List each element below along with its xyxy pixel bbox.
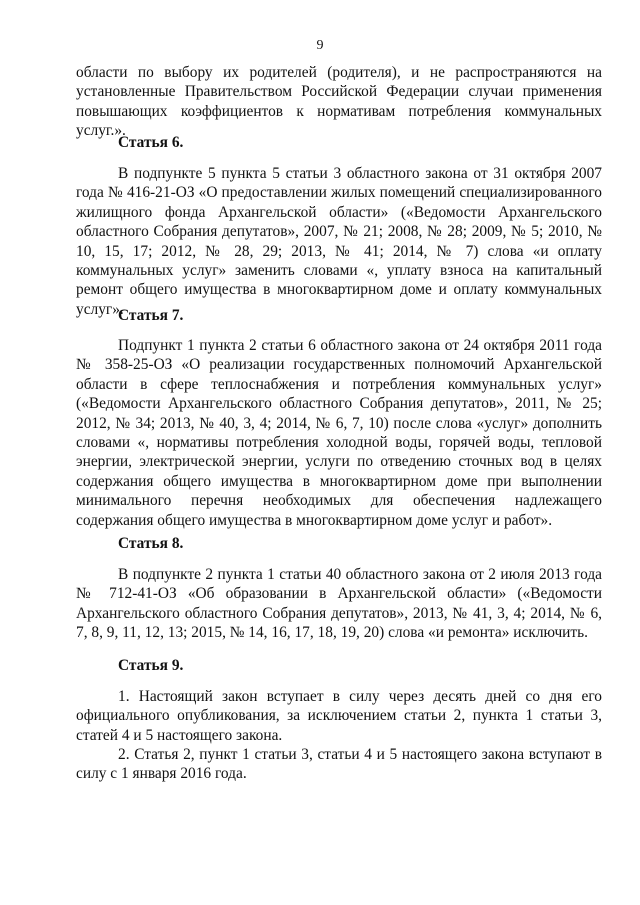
article-6-heading: Статья 6. <box>118 134 184 151</box>
article-9-paragraph-2: 2. Статья 2, пункт 1 статьи 3, статьи 4 и 5 настоящего закона вступают в силу с 1 января 2016 года. <box>76 746 602 783</box>
article-7-heading: Статья 7. <box>118 307 184 324</box>
page-number: 9 <box>316 38 324 53</box>
article-6-paragraph: В подпункте 5 пункта 5 статьи 3 областного закона от 31 октября 2007 года № 416-21-ОЗ «О предоставлении жилых помещений специализированного жилищного фонда Архангельской области» («Ведомости Архангельского областного Собрания депутатов», 2007, № 21; 2008, № 28; 2009, № 5; 2010, № 10, 15, 17; 2012, № 28, 29; 2013, № 41; 2014, № 7) слова «и оплату коммунальных услуг» заменить словами «, уплату взноса на капитальный ремонт общего имущества в многоквартирном доме и оплату коммунальных услуг». <box>76 165 602 318</box>
article-9-heading: Статья 9. <box>118 657 184 674</box>
article-9-paragraph-1: 1. Настоящий закон вступает в силу через десять дней со дня его официального опубликования, за исключением статьи 2, пункта 1 статьи 3, статей 4 и 5 настоящего закона. <box>76 688 602 744</box>
article-8-heading: Статья 8. <box>118 535 184 552</box>
article-8-paragraph: В подпункте 2 пункта 1 статьи 40 областного закона от 2 июля 2013 года № 712-41-ОЗ «Об образовании в Архангельской области» («Ведомости Архангельского областного Собрания депутатов», 2013, № 41, 3, 4; 2014, № 6, 7, 8, 9, 11, 12, 13; 2015, № 14, 16, 17, 18, 19, 20) слова «и ремонта» исключить. <box>76 566 602 642</box>
article-7-paragraph: Подпункт 1 пункта 2 статьи 6 областного закона от 24 октября 2011 года № 358-25-ОЗ «О реализации государственных полномочий Архангельской области в сфере теплоснабжения и потребления коммунальных услуг» («Ведомости Архангельского областного Собрания депутатов», 2011, № 25; 2012, № 34; 2013, № 40, 3, 4; 2014, № 6, 7, 10) после слова «услуг» дополнить словами «, нормативы потребления холодной воды, горячей воды, тепловой энергии, электрической энергии, услуги по отведению сточных вод в целях содержания общего имущества в многоквартирном доме при выполнении минимального перечня необходимых для обеспечения надлежащего содержания общего имущества в многоквартирном доме услуг и работ». <box>76 337 602 529</box>
intro-paragraph: области по выбору их родителей (родителя), и не распространяются на установленные Правительством Российской Федерации случаи применения повышающих коэффициентов к нормативам потребления коммунальных услуг.». <box>76 64 602 140</box>
